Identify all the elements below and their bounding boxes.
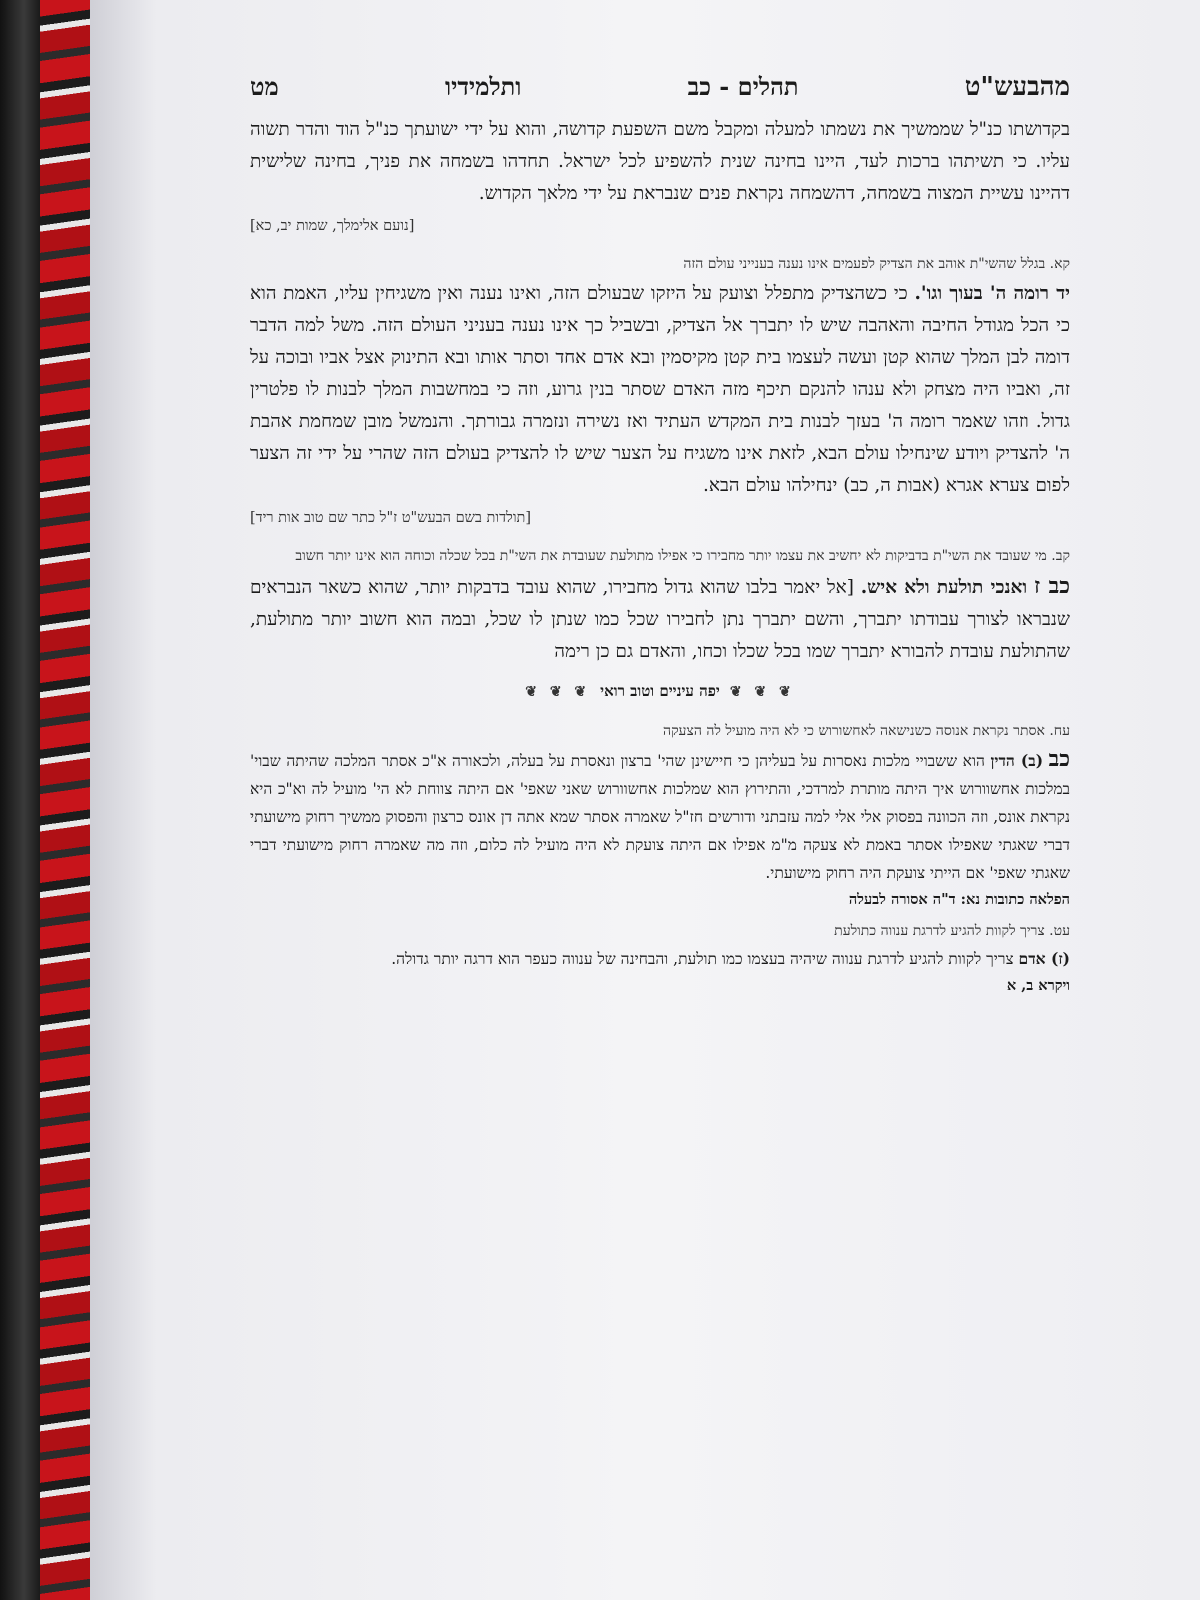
book-page (90, 0, 1200, 1600)
divider-ornament-right: ❦ ❦ ❦ (729, 683, 795, 700)
block1-text: בקדושתו כנ"ל שממשיך את נשמתו למעלה ומקבל משם השפעת קדושה, והוא על ידי ישועתך כנ"ל הוד והדר תשוה עליו. כי תשיתהו ברכות לעד, היינו בחינה שנית להשפיע לכל ישראל. תחדהו בשמחה את פניך, בחינה שלישית דהיינו עשיית המצוה בשמחה, דהשמחה נקראת פנים שנבראת על ידי מלאך הקדוש. (250, 119, 1070, 204)
block3-subtitle: קב. מי שעובד את השי"ת בדביקות לא יחשיב את עצמו יותר מחבירו כי אפילו מתולעת שעובדת את השי"ת בכל שכלה וכוחה הוא אינו יותר חשוב (295, 548, 1070, 564)
block5-paragraph (250, 945, 1070, 973)
block5-source: ויקרא ב, א (1006, 977, 1070, 994)
block2-lead: יד רומה ה' בעוך וגו'. (914, 283, 1070, 304)
page-number: מט (250, 72, 279, 101)
header-title-right: מהבעש"ט (964, 72, 1070, 102)
block2-subtitle: קא. בגלל שהשי"ת אוהב את הצדיק לפעמים אינו נענה בענייני עולם הזה (683, 256, 1070, 272)
block4-lead: (ב) הדין (990, 751, 1044, 770)
section-divider (250, 682, 1070, 701)
block5-subtitle: עט. צריך לקוות להגיע לדרגת ענווה כתולעת (834, 923, 1070, 939)
block5-text: צריך לקוות להגיע לדרגת ענווה שיהיה בעצמו כמו תולעת, והבחינה של ענווה כעפר הוא דרגה יותר גדולה. (391, 950, 1014, 968)
block3-verse: כב ז (1033, 573, 1070, 599)
divider-ornament-left: ❦ ❦ ❦ (525, 683, 591, 700)
block3-lead: ואנכי תולעת ולא איש. (860, 577, 1028, 598)
block2-source: [תולדות בשם הבעש"ט ז"ל כתר שם טוב אות ריד] (250, 510, 532, 526)
running-header (250, 72, 1070, 102)
block2-paragraph (250, 278, 1070, 502)
header-title-mid: תהלים - כב (687, 72, 799, 101)
block4-subtitle: עח. אסתר נקראת אנוסה כשנישאה לאחשורוש כי לא היה מועיל לה הצעקה (663, 723, 1070, 739)
block2-text: כי כשהצדיק מתפלל וצועק על היזקו שבעולם הזה, ואינו נענה ואין משגיחין עליו, האמת הוא כי הכל מגודל החיבה והאהבה שיש לו יתברך אל הצדיק, ובשביל כך אינו נענה בעניני העולם הזה. משל למה הדבר דומה לבן המלך שהוא קטן ועשה לעצמו בית קטן מקיסמין ובא אדם אחד וסתר אותו ובא התינוק אצל אביו ובוכה על זה, ואביו היה מצחק ולא ענהו להנקם תיכף מזה האדם שסתר בנין גרוע, וזה כי במחשבות המלך לבנות לו פלטרין גדול. וזהו שאמר רומה ה' בעזך לבנות בית המקדש העתיד ואז נשירה ונזמרה גבורתך. והנמשל מובן שמחמת אהבת ה' להצדיק ויודע שינחילו עולם הבא, לזאת אינו משגיח על הצער שיש לו להצדיק בעולם הזה שהרי על ידי זה הצער לפום צערא אגרא (אבות ה, כב) ינחילהו עולם הבא. (250, 283, 1070, 496)
page-content (250, 72, 1070, 995)
block3-text: [אל יאמר בלבו שהוא גדול מחבירו, שהוא עובד בדבקות יותר, שהוא כשאר הנבראים שנבראו לצורך עבודתו יתברך, והשם יתברך נתן לחבירו שכל כמו שנתן לו שכל, ובמה הוא חשוב יותר מתולעת, שהתולעת עובדת להבורא יתברך שמו בכל שכלו וכחו, והאדם גם כן רימה (250, 577, 1070, 662)
book-spine (0, 0, 40, 1600)
block4-text: הוא ששבויי מלכות נאסרות על בעליהן כי חיישינן שהי' ברצון ונאסרת על בעלה, ולכאורה א"כ אסתר המלכה שהיתה שבוי' במלכות אחשוורוש איך היתה מותרת למרדכי, והתירוץ הוא שמלכות אחשוורוש שאני שאפי' אם היתה צווחת לא הי' מועיל לה וא"כ היא נקראת אונס, וזה הכוונה בפסוק אלי אלי למה עזבתני ודורשים חז"ל שאמרה אסתר שמא אתה דן אונס כרצון והפסוק ממשיך רחוק מישועתי דברי שאגתי שאפילו אסתר באמת לא צעקה מ"מ אפילו אם היתה צועקת לא היה מועיל לה כלום, וזה מה שאמרה רחוק מישועתי דברי שאגתי שאפי' אם הייתי צועקת היה רחוק מישועתי. (250, 752, 1070, 882)
block4-source: הפלאה כתובות נא: ד"ה אסורה לבעלה (848, 891, 1070, 908)
block5-lead: (ז) אדם (1018, 949, 1070, 968)
divider-title: יפה עיניים וטוב רואי (600, 682, 720, 700)
block3-paragraph (250, 570, 1070, 668)
block1-source: [נועם אלימלך, שמות יב, כא] (250, 218, 415, 234)
block4-verse: כב (1048, 746, 1070, 772)
block4-paragraph (250, 745, 1070, 887)
header-title-left: ותלמידיו (444, 72, 522, 101)
